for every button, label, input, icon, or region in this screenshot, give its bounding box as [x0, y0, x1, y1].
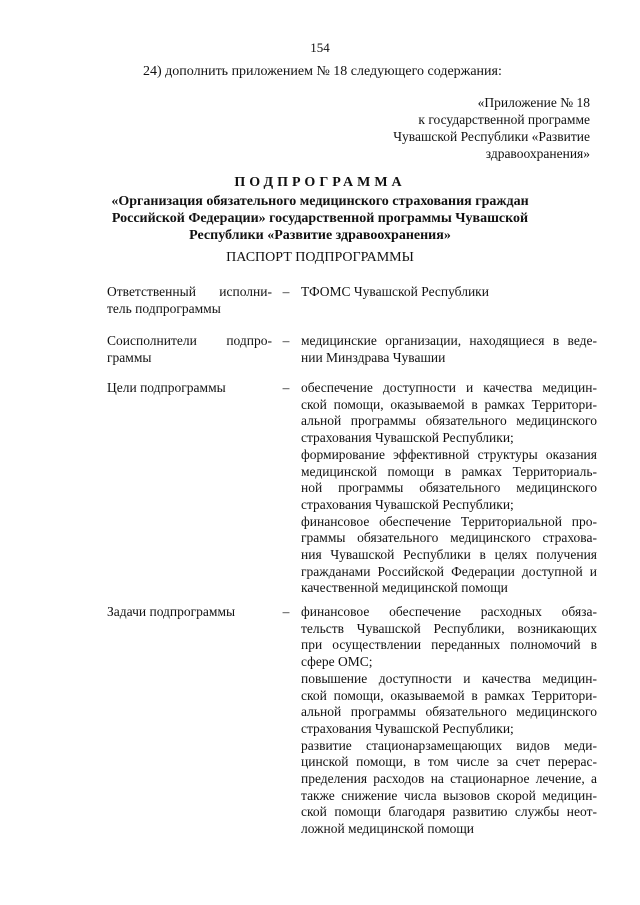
row-label-line: Задачи подпрограммы: [107, 604, 236, 619]
row-value-line: ской помощи, оказываемой в рамках Территори-: [301, 396, 597, 412]
row-label-line: Цели подпрограммы: [107, 380, 226, 395]
row-value-line: тельств Чувашской Республики, возникающих: [301, 620, 597, 636]
row-value-line: пределения расходов на стационарное лечение, а: [301, 771, 597, 787]
row-value-line: граммы обязательного медицинского страхова-: [301, 530, 597, 546]
row-value-line: повышение доступности и качества медицин-: [301, 670, 597, 686]
row-value: [301, 333, 597, 366]
row-value-line: страхования Чувашской Республики;: [301, 430, 514, 446]
row-value-line: качественной медицинской помощи: [301, 580, 508, 596]
row-value: [301, 380, 597, 597]
row-value-line: медицинской помощи в рамках Территориаль-: [301, 463, 597, 479]
subprogram-name-line: Республики «Развитие здравоохранения»: [189, 228, 451, 243]
row-value-line: альной программы обязательного медицинского: [301, 704, 597, 720]
row-value-line: цинской помощи, в том числе за счет перерас-: [301, 754, 597, 770]
row-label: [107, 333, 272, 366]
row-value-line: при осуществлении переданных полномочий в: [301, 637, 597, 653]
appendix-line: Чувашской Республики «Развитие: [393, 129, 590, 144]
row-value-line: ния Чувашской Республики в целях получения: [301, 547, 597, 563]
page-number: 154: [310, 40, 330, 55]
appendix-line: к государственной программе: [418, 112, 590, 127]
subprogram-name-line: «Организация обязательного медицинского страхования граждан: [111, 194, 529, 209]
row-value-line: финансовое обеспечение Территориальной про-: [301, 513, 597, 529]
row-label-line: Ответственный исполни-: [107, 284, 272, 299]
row-value-line: гражданами Российской Федерации доступной и: [301, 563, 597, 579]
row-value-line: страхования Чувашской Республики;: [301, 720, 514, 736]
passport-title: ПАСПОРТ ПОДПРОГРАММЫ: [226, 250, 414, 265]
row-label-line: Соисполнители подпро-: [107, 333, 272, 348]
subprogram-name-line: Российской Федерации» государственной программы Чувашской: [111, 211, 529, 226]
row-value: [301, 604, 597, 838]
row-dash: –: [282, 604, 290, 619]
row-value-line: сфере ОМС;: [301, 654, 373, 670]
row-value: [301, 284, 597, 301]
row-label-line: граммы: [107, 349, 152, 365]
appendix-line: «Приложение № 18: [477, 95, 590, 110]
row-value-line: страхования Чувашской Республики;: [301, 496, 514, 512]
row-value-line: ложной медицинской помощи: [301, 821, 475, 837]
row-label: [107, 604, 272, 621]
row-value-line: ской помощи благодаря развитию службы неот-: [301, 804, 597, 820]
row-label-line: тель подпрограммы: [107, 300, 221, 316]
row-value-line: ной программы обязательного медицинского: [301, 480, 597, 496]
subprogram-name: [0, 193, 640, 244]
row-value-line: формирование эффективной структуры оказания: [301, 446, 597, 462]
row-value-line: обеспечение доступности и качества медицин-: [301, 380, 597, 395]
row-value-line: финансовое обеспечение расходных обяза-: [301, 604, 597, 619]
row-dash: –: [282, 333, 290, 348]
appendix-line: здравоохранения»: [485, 146, 590, 161]
row-label: [107, 380, 272, 397]
row-value-line: медицинские организации, находящиеся в веде-: [301, 333, 597, 348]
row-label: [107, 284, 272, 317]
row-dash: –: [282, 284, 290, 299]
row-value-line: ТФОМС Чувашской Республики: [301, 284, 489, 299]
row-value-line: развитие стационарзамещающих видов меди-: [301, 737, 597, 753]
row-value-line: нии Минздрава Чувашии: [301, 349, 446, 365]
appendix-note: [350, 94, 590, 162]
subprogram-title: ПОДПРОГРАММА: [234, 175, 406, 190]
row-value-line: альной программы обязательного медицинского: [301, 413, 597, 429]
intro-text: 24) дополнить приложением № 18 следующего содержания:: [143, 64, 502, 79]
row-dash: –: [282, 380, 290, 395]
row-value-line: также снижение числа вызовов скорой медицин-: [301, 787, 597, 803]
row-value-line: ской помощи, оказываемой в рамках Территори-: [301, 687, 597, 703]
